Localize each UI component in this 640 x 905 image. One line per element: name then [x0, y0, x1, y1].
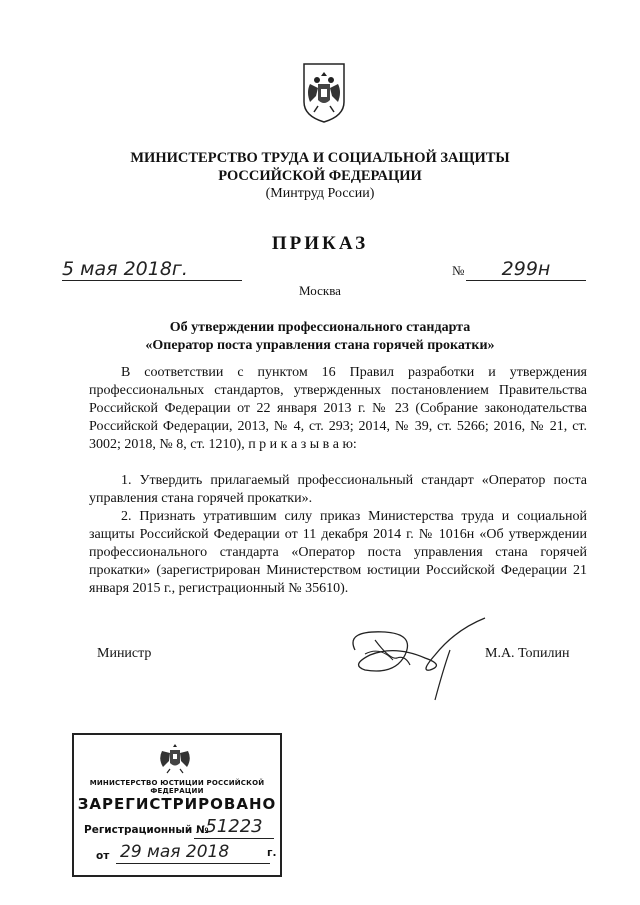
ministry-short-name: (Минтруд России) [265, 186, 375, 201]
stamp-year-suffix: г. [267, 847, 277, 859]
order-item-2: 2. Признать утратившим силу приказ Министерства труда и социальной защиты Российской Федерации от 11 декабря 2014 г. № 1016н «Об утверждении профессионального стандарта «Оператор поста управления стана горячей прокатки» (зарегистрирован Министерством юстиции Российской Федерации 21 января 2015 г., регистрационный № 35610). [89, 509, 587, 596]
ministry-name-line1: МИНИСТЕРСТВО ТРУДА И СОЦИАЛЬНОЙ ЗАЩИТЫ [130, 150, 510, 166]
order-subject-line1: Об утверждении профессионального стандарта [169, 320, 471, 335]
order-number: 299н [466, 258, 586, 281]
stamp-reg-number: 51223 [194, 816, 274, 839]
preamble-paragraph: В соответствии с пунктом 16 Правил разработки и утверждения профессиональных стандартов, утвержденных постановлением Правительства Российской Федерации от 22 января 2013 г. № 23 (Собрание законодательства Российской Федерации, 2013, № 4, ст. 293; 2014, № 39, ст. 5266; 2016, № 21, ст. 3002; 2018, № 8, ст. 1210), п р и к а з ы в а ю: [89, 365, 587, 452]
stamp-emblem-icon [156, 741, 194, 775]
stamp-reg-number-label: Регистрационный № [84, 824, 209, 836]
order-item-1: 1. Утвердить прилагаемый профессиональный стандарт «Оператор поста управления стана горячей прокатки». [89, 473, 587, 506]
order-subject-line2: «Оператор поста управления стана горячей прокатки» [145, 338, 495, 353]
stamp-from-label: от [96, 850, 110, 862]
registration-stamp [72, 733, 282, 877]
coat-of-arms-emblem [302, 62, 346, 124]
order-number-label: № [452, 263, 465, 278]
order-city: Москва [299, 283, 341, 298]
stamp-date: 29 мая 2018 [116, 841, 270, 864]
ministry-name [0, 149, 640, 185]
stamp-ministry-name: МИНИСТЕРСТВО ЮСТИЦИИ РОССИЙСКОЙ ФЕДЕРАЦИИ [89, 779, 265, 795]
order-subject [0, 319, 640, 355]
order-title: ПРИКАЗ [271, 233, 369, 254]
signer-position: Министр [97, 646, 152, 661]
order-date: 5 мая 2018г. [62, 258, 242, 281]
handwritten-signature [335, 610, 495, 710]
signer-name: М.А. Топилин [485, 646, 570, 661]
stamp-registered-label: ЗАРЕГИСТРИРОВАНО [77, 795, 277, 813]
ministry-name-line2: РОССИЙСКОЙ ФЕДЕРАЦИИ [218, 168, 422, 184]
